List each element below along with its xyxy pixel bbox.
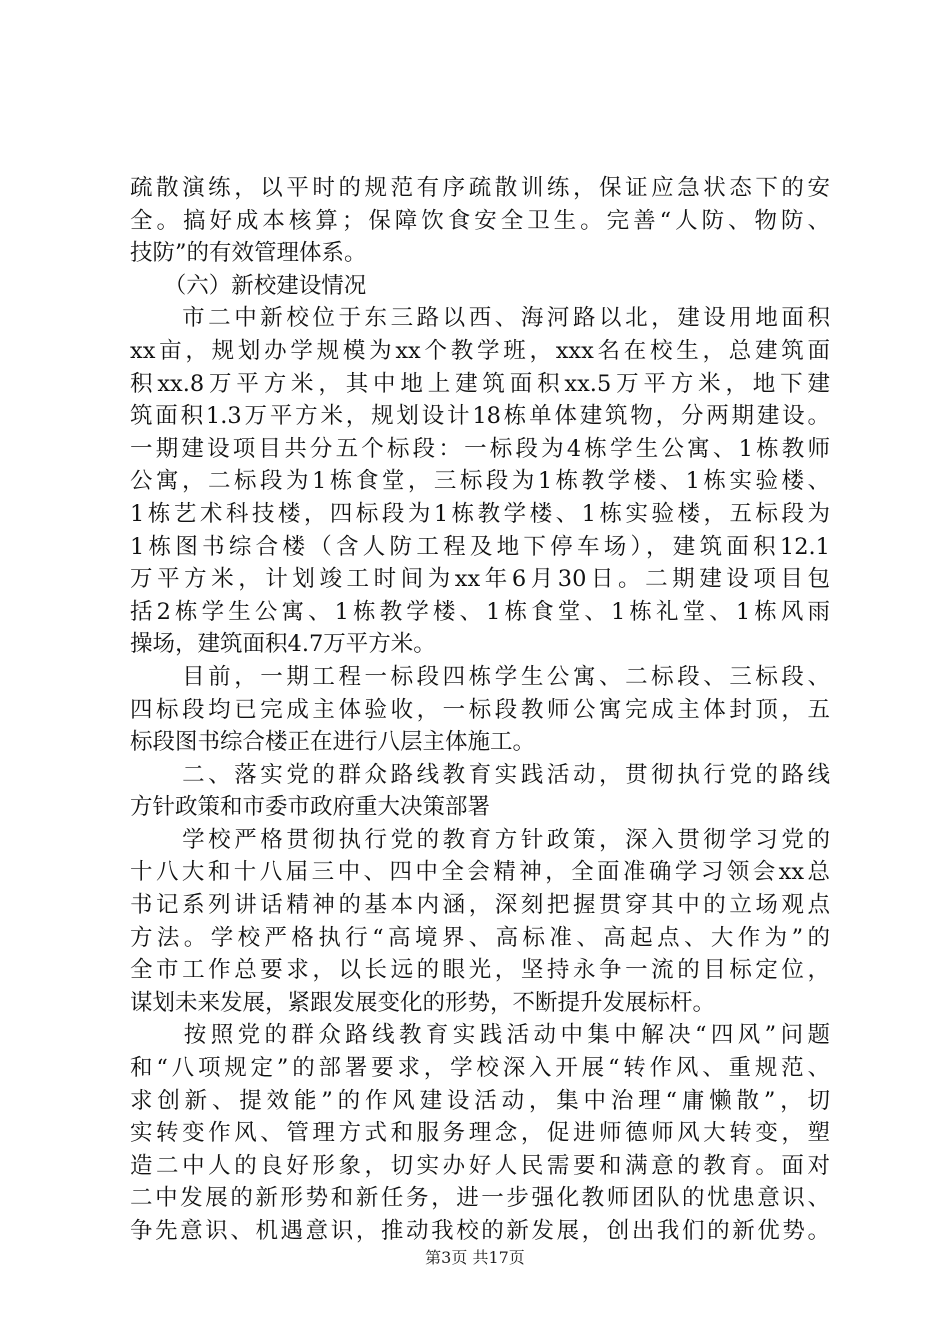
text-line: 四标段均已完成主体验收，一标段教师公寓完成主体封顶，五 [130,696,830,723]
text-line: 方针政策和市委市政府重大决策部署 [130,794,491,821]
document-body [130,172,830,1248]
text-line: 二中发展的新形势和新任务，进一步强化教师团队的忧患意识、 [130,1185,830,1212]
text-line: 全。搞好成本核算；保障饮食安全卫生。完善“人防、物防、 [130,207,830,234]
text-line: 筑面积1.3万平方米，规划设计18栋单体建筑物，分两期建设。 [130,403,830,430]
text-line: 方法。学校严格执行“高境界、高标准、高起点、大作为”的 [130,924,830,951]
text-line: 书记系列讲话精神的基本内涵，深刻把握贯穿其中的立场观点 [130,892,830,919]
text-line: 一期建设项目共分五个标段：一标段为4栋学生公寓、1栋教师 [130,435,830,462]
text-line: （六）新校建设情况 [130,272,367,299]
text-line: 公寓，二标段为1栋食堂，三标段为1栋教学楼、1栋实验楼、 [130,468,830,495]
text-line: xx亩，规划办学规模为xx个教学班，xxx名在校生，总建筑面 [130,337,830,364]
text-line: 市二中新校位于东三路以西、海河路以北，建设用地面积 [130,305,830,332]
text-line: 疏散演练，以平时的规范有序疏散训练，保证应急状态下的安 [130,175,830,201]
text-line: 实转变作风、管理方式和服务理念，促进师德师风大转变，塑 [130,1120,830,1147]
text-line: 求创新、提效能”的作风建设活动，集中治理“庸懒散”，切 [130,1087,830,1114]
text-line: 和“八项规定”的部署要求，学校深入开展“转作风、重规范、 [130,1055,830,1082]
text-line: 十八大和十八届三中、四中全会精神，全面准确学习领会xx总 [130,859,830,886]
text-line: 操场，建筑面积4.7万平方米。 [130,631,436,658]
text-line: 1栋图书综合楼（含人防工程及地下停车场），建筑面积12.1 [130,533,830,560]
text-line: 全市工作总要求，以长远的眼光，坚持永争一流的目标定位， [130,957,830,984]
text-line: 谋划未来发展，紧跟发展变化的形势，不断提升发展标杆。 [130,989,716,1016]
text-line: 造二中人的良好形象，切实办好人民需要和满意的教育。面对 [130,1152,830,1179]
text-line: 目前，一期工程一标段四栋学生公寓、二标段、三标段、 [130,663,830,690]
text-line: 万平方米，计划竣工时间为xx年6月30日。二期建设项目包 [130,566,830,593]
text-line: 争先意识、机遇意识，推动我校的新发展，创出我们的新优势。 [130,1218,830,1244]
page-footer: 第3页 共17页 [425,1248,525,1267]
text-line: 括2栋学生公寓、1栋教学楼、1栋食堂、1栋礼堂、1栋风雨 [130,598,830,625]
text-line: 二、落实党的群众路线教育实践活动，贯彻执行党的路线 [130,761,830,788]
text-line: 积xx.8万平方米，其中地上建筑面积xx.5万平方米，地下建 [130,370,830,397]
text-line: 按照党的群众路线教育实践活动中集中解决“四风”问题 [130,1022,830,1049]
text-line: 技防”的有效管理体系。 [130,240,367,267]
text-line: 标段图书综合楼正在进行八层主体施工。 [130,729,536,756]
text-line: 1栋艺术科技楼，四标段为1栋教学楼、1栋实验楼，五标段为 [130,500,830,527]
text-line: 学校严格贯彻执行党的教育方针政策，深入贯彻学习党的 [130,826,830,853]
